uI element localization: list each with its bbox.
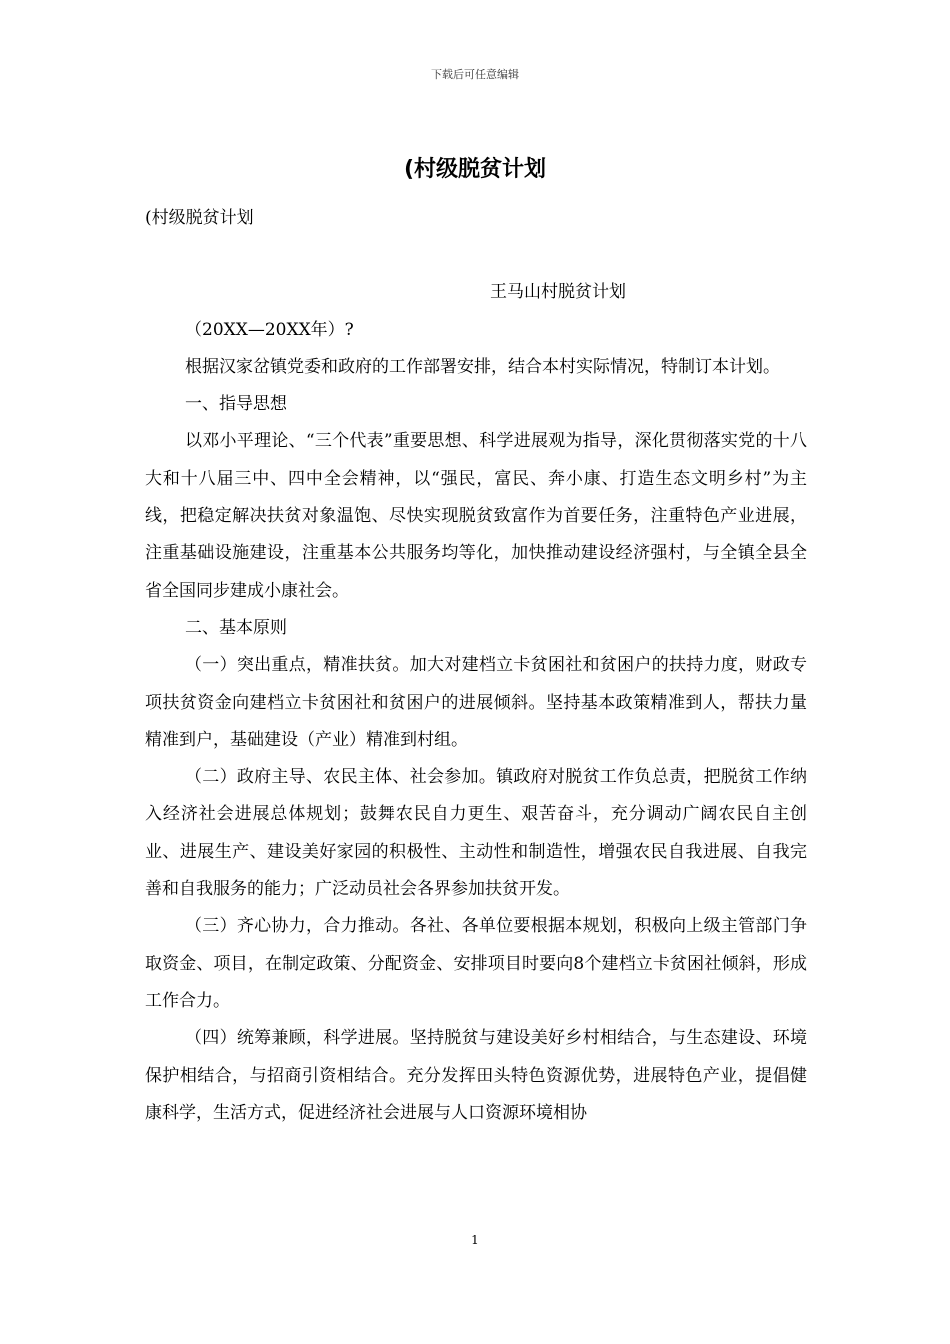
- plan-name: 王马山村脱贫计划: [490, 282, 626, 303]
- page-header-note: 下载后可任意编辑: [431, 68, 519, 81]
- paragraph-principle-2: （二）政府主导、农民主体、社会参加。镇政府对脱贫工作负总责，把脱贫工作纳入经济社会进展总体规划；鼓舞农民自力更生、艰苦奋斗，充分调动广阔农民自主创业、进展生产、建设美好家园的积极性、主动性和制造性，增强农民自我进展、自我完善和自我服务的能力；广泛动员社会各界参加扶贫开发。: [145, 767, 807, 900]
- section-heading-basic-principles: 二、基本原则: [185, 617, 287, 638]
- paragraph-principle-4: （四）统筹兼顾，科学进展。坚持脱贫与建设美好乡村相结合，与生态建设、环境保护相结合，与招商引资相结合。充分发挥田头特色资源优势，进展特色产业，提倡健康科学，生活方式，促进经济社会进展与人口资源环境相协: [145, 1028, 807, 1123]
- section-heading-guiding-ideology: 一、指导思想: [185, 394, 287, 415]
- document-body: [145, 200, 807, 1132]
- paragraph-intro: 根据汉家岔镇党委和政府的工作部署安排，结合本村实际情况，特制订本计划。: [185, 356, 780, 377]
- subtitle-line: (村级脱贫计划: [145, 208, 254, 228]
- paragraph-guiding-ideology: 以邓小平理论、“三个代表”重要思想、科学进展观为指导，深化贯彻落实党的十八大和十八届三中、四中全会精神，以“强民，富民、奔小康、打造生态文明乡村”为主线，把稳定解决扶贫对象温饱、尽快实现脱贫致富作为首要任务，注重特色产业进展，注重基础设施建设，注重基本公共服务均等化，加快推动建设经济强村，与全镇全县全省全国同步建成小康社会。: [145, 431, 807, 601]
- document-title: (村级脱贫计划: [403, 157, 547, 182]
- paragraph-principle-1: （一）突出重点，精准扶贫。加大对建档立卡贫困社和贫困户的扶持力度，财政专项扶贫资金向建档立卡贫困社和贫困户的进展倾斜。坚持基本政策精准到人，帮扶力量精准到户，基础建设（产业）精准到村组。: [145, 655, 807, 750]
- page-number: 1: [471, 1233, 479, 1247]
- plan-period: （20XX—20XX年）?: [185, 319, 354, 340]
- blank-line: [145, 237, 807, 274]
- paragraph-principle-3: （三）齐心协力，合力推动。各社、各单位要根据本规划，积极向上级主管部门争取资金、项目，在制定政策、分配资金、安排项目时要向8个建档立卡贫困社倾斜，形成工作合力。: [145, 916, 807, 1011]
